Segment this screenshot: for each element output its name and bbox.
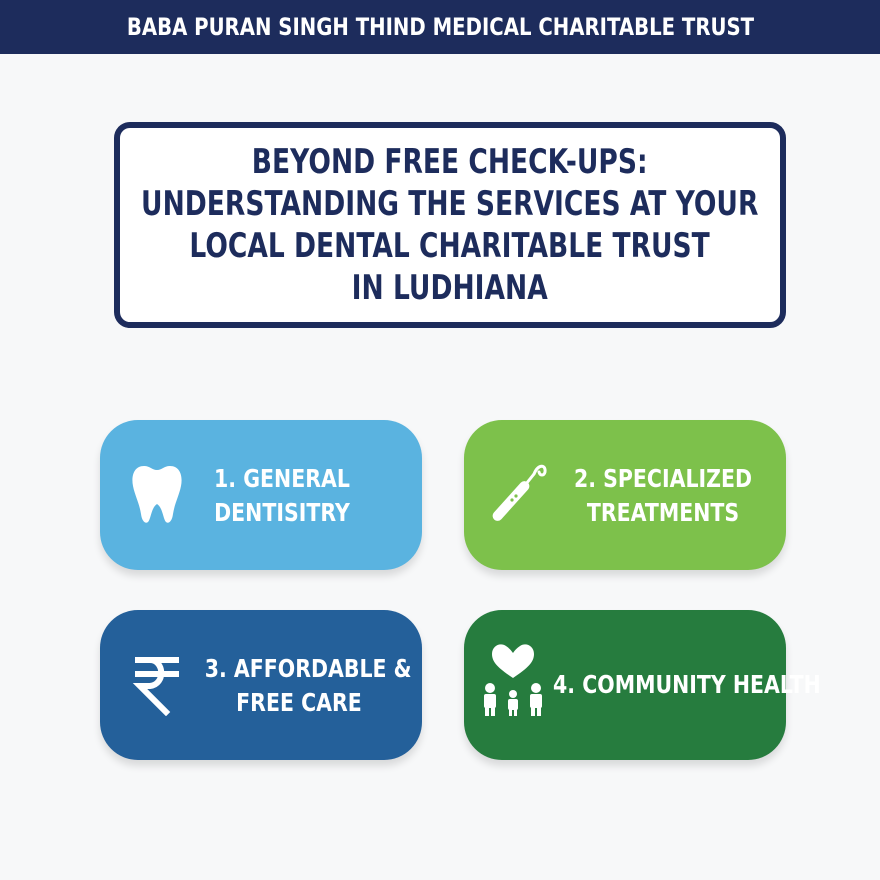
card-3-label (184, 652, 414, 720)
card-community-health (464, 610, 821, 760)
tooth-icon (130, 464, 184, 526)
card-1-line-2: DENTISITRY (214, 498, 350, 527)
title-line-2: UNDERSTANDING THE SERVICES AT YOUR (141, 184, 759, 224)
rupee-icon (132, 654, 182, 716)
card-2-line-2: TREATMENTS (586, 498, 740, 527)
card-4-line-1: 4. COMMUNITY HEALTH (553, 670, 821, 699)
header-banner (0, 0, 880, 54)
card-3-line-2: FREE CARE (236, 688, 362, 717)
card-1-line-1: 1. GENERAL (214, 464, 350, 493)
card-general-dentistry (100, 420, 422, 570)
header-title: BABA PURAN SINGH THIND MEDICAL CHARITABLE TRUST (126, 13, 754, 41)
card-3-line-1: 3. AFFORDABLE & (204, 654, 412, 683)
dental-probe-icon (482, 458, 548, 528)
title-box (114, 122, 786, 328)
title-line-3: LOCAL DENTAL CHARITABLE TRUST (189, 226, 711, 266)
card-2-line-1: 2. SPECIALIZED (573, 464, 753, 493)
card-2-label (548, 462, 778, 530)
card-1-label (182, 462, 382, 530)
card-affordable-free-care (100, 610, 422, 760)
title-line-1: BEYOND FREE CHECK-UPS: (252, 142, 648, 182)
card-specialized-treatments (464, 420, 786, 570)
card-4-label (530, 668, 821, 702)
title-line-4: IN LUDHIANA (351, 268, 549, 308)
